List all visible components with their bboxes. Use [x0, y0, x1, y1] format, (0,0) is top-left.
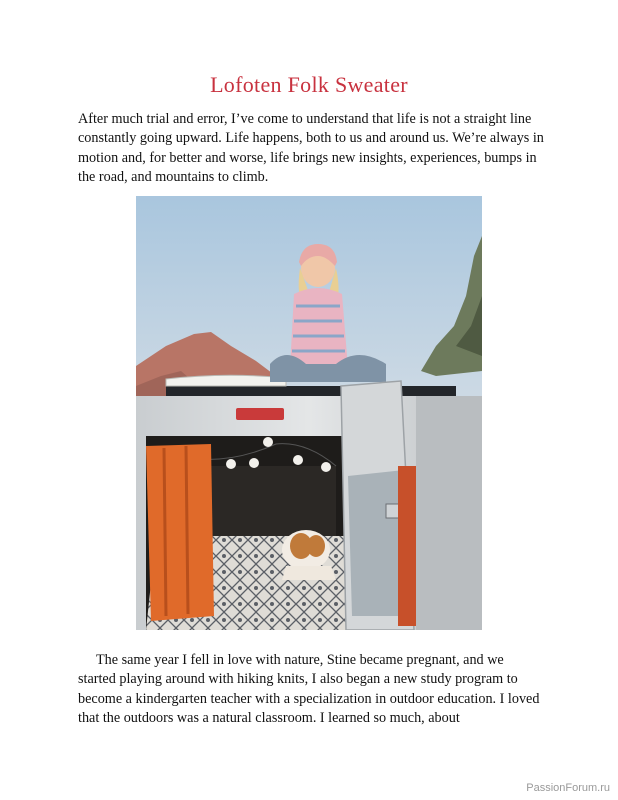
watermark: PassionForum.ru	[526, 782, 610, 794]
second-paragraph: The same year I fell in love with nature, Stine became pregnant, and we started playing around with hiking knits, I also began a new study program to become a kindergarten teacher with a specialization in outdoor education. I loved that the outdoors was a natural classroom. I learned so much, about	[78, 652, 540, 727]
photo-woman-on-van-roof	[136, 196, 482, 630]
intro-paragraph: After much trial and error, I’ve come to understand that life is not a straight line constantly going upward. Life happens, both to us and around us. We’re always in motion and, for better and worse, life brings new insights, experiences, bumps in the road, and mountains to climb.	[78, 111, 544, 186]
page-title: Lofoten Folk Sweater	[210, 72, 408, 97]
